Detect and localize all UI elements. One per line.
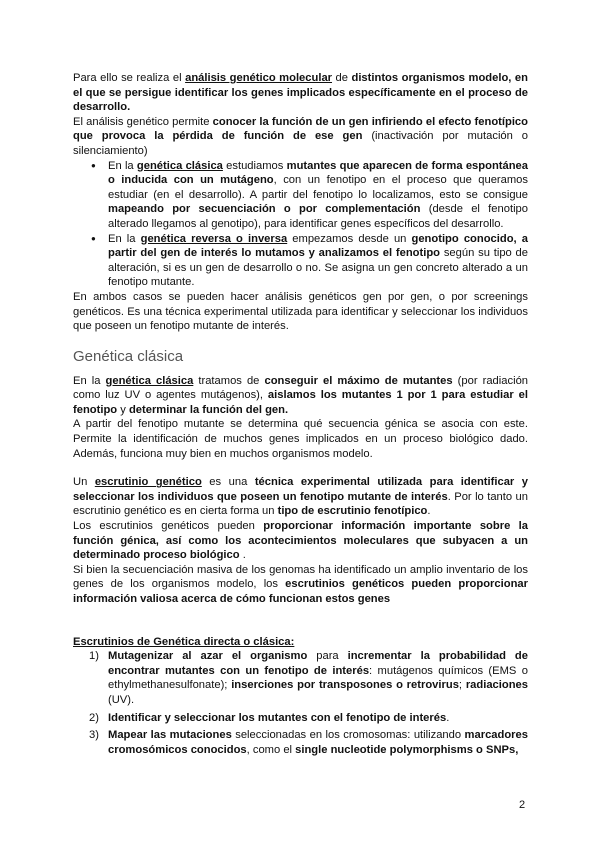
screening-paragraph-2: Los escrutinios genéticos pueden proporcionar información importante sobre la función génica, así como los acontecimientos moleculares que subyacen a un determinado proceso biológico . xyxy=(73,520,528,562)
bullet-reverse-genetics: ● En la genética reversa o inversa empezamos desde un genotipo conocido, a partir del gen de interés lo mutamos y analizamos el fenotipo según su tipo de alteración, si es un gen de desarrollo o no. Se asigna un gen concreto alterado a un fenotipo mutante. xyxy=(73,232,528,290)
classic-paragraph-1: En la genética clásica tratamos de conseguir el máximo de mutantes (por radiación como luz UV o agentes mutágenos), aislamos los mutantes 1 por 1 para estudiar el fenotipo y determinar la función del gen. xyxy=(73,374,529,416)
intro-paragraph-3: En ambos casos se pueden hacer análisis genéticos gen por gen, o por screenings genéticos. Es una técnica experimental utilizada para identificar y seleccionar los individuos que poseen un fenotipo mutante de interés. xyxy=(73,290,528,333)
screening-paragraph-3: Si bien la secuenciación masiva de los genomas ha identificado un amplio inventario de los genes de los organismos modelo, los escrutinios genéticos pueden proporcionar información valiosa acerca de cómo funcionan estos genes xyxy=(73,563,528,605)
classic-paragraph-2: A partir del fenotipo mutante se determina qué secuencia génica se asocia con este. Permite la identificación de muchos genes implicados en un proceso biológico dado. Además, funciona muy bien en muchos organismos modelo. xyxy=(73,418,528,460)
step-number: 2) xyxy=(89,711,99,724)
step-number: 1) xyxy=(89,650,99,663)
step-number: 3) xyxy=(89,729,99,742)
screens-heading: Escrutinios de Genética directa o clásica: xyxy=(73,635,295,648)
step-item: 1) Mutagenizar al azar el organismo para incrementar la probabilidad de encontrar mutantes con un fenotipo de interés: mutágenos químicos (EMS o ethylmethanesulfonate); inserciones por transposones o retrovirus; radiaciones (UV). xyxy=(89,650,528,706)
page-number: 2 xyxy=(519,799,526,811)
bullet-classic-genetics: ● En la genética clásica estudiamos mutantes que aparecen de forma espontánea o inducida con un mutágeno, con un fenotipo en el proceso que queramos estudiar (en el desarrollo). A partir del fenotipo lo localizamos, esto se consigue mapeando por secuenciación o por complementación (desde el fenotipo alterado llegamos al genotipo), para identificar genes específicos del desarrollo. xyxy=(73,159,528,232)
genetics-approaches-list xyxy=(73,159,528,290)
document-page xyxy=(73,71,528,760)
screening-paragraph-1: Un escrutinio genético es una técnica experimental utilizada para identificar y seleccionar los individuos que poseen un fenotipo mutante de interés. Por lo tanto un escrutinio genético es en cierta forma un tipo de escrutinio fenotípico. xyxy=(73,476,528,518)
section-heading: Genética clásica xyxy=(73,347,184,365)
step-item: 3) Mapear las mutaciones seleccionadas en los cromosomas: utilizando marcadores cromosómicos conocidos, como el single nucleotide polymorphisms o SNPs, xyxy=(89,729,528,756)
screen-steps-list xyxy=(73,649,528,757)
intro-paragraph-2: El análisis genético permite conocer la función de un gen infiriendo el efecto fenotípico que provoca la pérdida de función de ese gen (inactivación por mutación o silenciamiento) xyxy=(73,115,528,157)
step-item: 2) Identificar y seleccionar los mutantes con el fenotipo de interés. xyxy=(89,711,450,724)
intro-paragraph-1: Para ello se realiza el análisis genético molecular de distintos organismos modelo, en el que se persigue identificar los genes implicados específicamente en el proceso de desarrollo. xyxy=(73,72,528,114)
